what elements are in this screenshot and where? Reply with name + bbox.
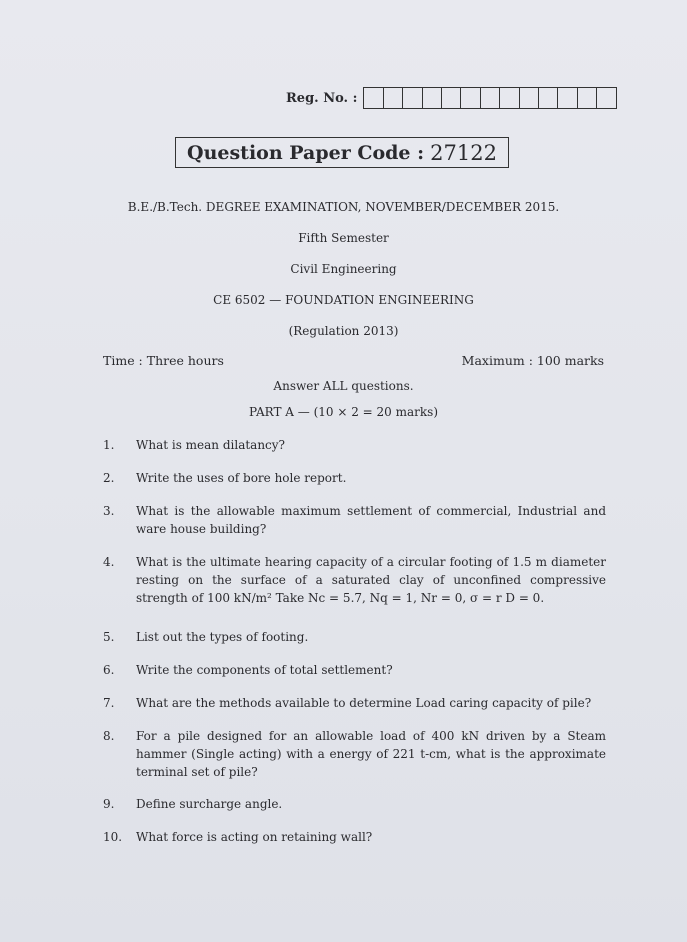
question-number: 10. — [103, 830, 123, 844]
question-text: For a pile designed for an allowable load of 400 kN driven by a Steam hammer (Single acting) with a energy of 221 t-cm, what is the approximate terminal set of pile? — [136, 729, 606, 779]
question-text: Define surcharge angle. — [136, 797, 283, 811]
question-paper-code-box — [175, 137, 509, 168]
reg-no — [286, 87, 617, 109]
question-number: 2. — [103, 471, 115, 485]
maximum-marks: Maximum : 100 marks — [461, 353, 604, 368]
question-text: Write the components of total settlement? — [136, 663, 393, 677]
degree-line: B.E./B.Tech. DEGREE EXAMINATION, NOVEMBER/DECEMBER 2015. — [127, 200, 560, 214]
question-text: What is the allowable maximum settlement of commercial, Industrial and ware house building? — [136, 504, 606, 536]
reg-no-boxes — [363, 87, 617, 109]
question-text: What is mean dilatancy? — [136, 438, 285, 452]
question-number: 1. — [103, 438, 115, 452]
regulation: (Regulation 2013) — [288, 324, 399, 338]
part-heading: PART A — (10 × 2 = 20 marks) — [249, 405, 438, 419]
question-number: 3. — [103, 504, 115, 518]
question-text: What force is acting on retaining wall? — [136, 830, 373, 844]
question-text: List out the types of footing. — [136, 630, 309, 644]
semester: Fifth Semester — [298, 231, 389, 245]
question-paper-code-label: Question Paper Code : — [187, 141, 425, 164]
question-number: 4. — [103, 555, 115, 569]
question-number: 9. — [103, 797, 115, 811]
question-number: 8. — [103, 729, 115, 743]
course-title: CE 6502 — FOUNDATION ENGINEERING — [213, 293, 474, 307]
instruction: Answer ALL questions. — [273, 379, 414, 393]
question-text: What are the methods available to determine Load caring capacity of pile? — [136, 696, 592, 710]
question-text: What is the ultimate hearing capacity of a circular footing of 1.5 m diameter resting on the surface of a saturated clay of unconfined compressive strength of 100 kN/m² Take Nc = 5.7, Nq = 1, Nr = 0, σ = r D = 0. — [136, 555, 606, 605]
question-number: 5. — [103, 630, 115, 644]
reg-no-label: Reg. No. : — [286, 90, 358, 106]
question-text: Write the uses of bore hole report. — [136, 471, 347, 485]
question-number: 7. — [103, 696, 115, 710]
branch: Civil Engineering — [290, 262, 397, 276]
time-allowed: Time : Three hours — [103, 353, 224, 368]
question-number: 6. — [103, 663, 115, 677]
question-paper-code: 27122 — [430, 140, 497, 165]
